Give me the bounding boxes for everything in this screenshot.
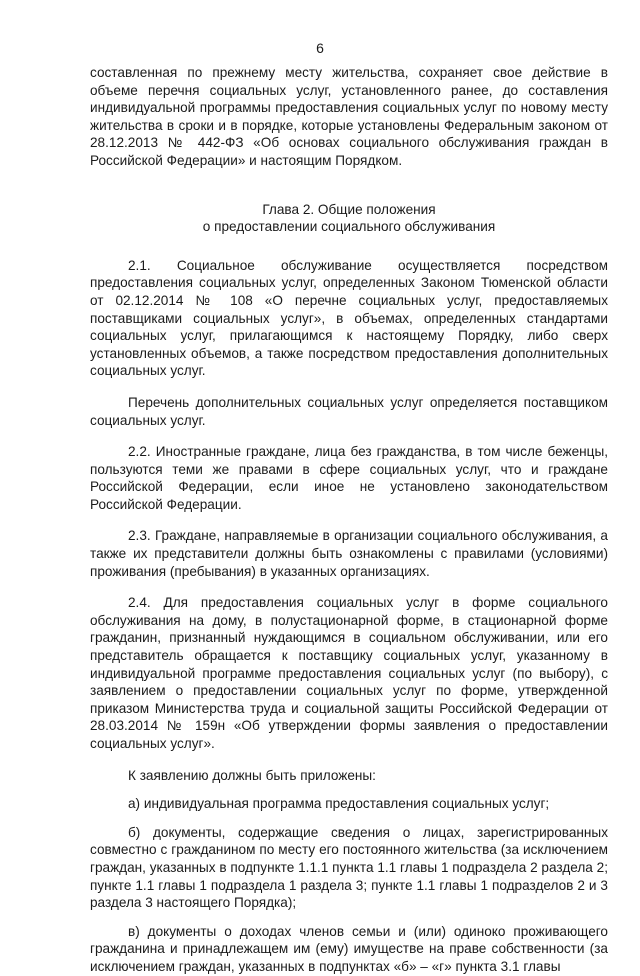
- document-body: [90, 64, 608, 976]
- page-number: 6: [316, 40, 324, 56]
- intro-paragraph: составленная по прежнему месту жительства, сохраняет свое действие в объеме перечня социальных услуг, установленного ранее, до составления индивидуальной программы предоставления социальных услуг по новому месту жительства в сроки и в порядке, которые установлены Федеральным законом от 28.12.2013 № 442-ФЗ «Об основах социального обслуживания граждан в Российской Федерации» и настоящим Порядком.: [90, 65, 608, 168]
- paragraph-2-1: 2.1. Социальное обслуживание осуществляется посредством предоставления социальных услуг, определенных Законом Тюменской области от 02.12.2014 № 108 «О перечне социальных услуг, предоставляемых поставщиками социальных услуг», в объемах, определенных стандартами социальных услуг, прилагающимся к настоящему Порядку, либо сверх установленных объемов, а также посредством предоставления дополнительных социальных услуг.: [90, 257, 608, 379]
- attachments-intro: К заявлению должны быть приложены:: [128, 767, 376, 783]
- paragraph-2-4: 2.4. Для предоставления социальных услуг в форме социального обслуживания на дому, в полустационарной форме, в стационарной форме гражданин, признанный нуждающимся в социальном обслуживании, или его представитель обращается к поставщику социальных услуг, указанному в индивидуальной программе предоставления социальных услуг (по выбору), с заявлением о предоставлении социальных услуг по форме, утвержденной приказом Министерства труда и социальной защиты Российской Федерации от 28.03.2014 № 159н «Об утверждении формы заявления о предоставлении социальных услуг».: [90, 595, 608, 751]
- chapter-title: Глава 2. Общие положения: [262, 201, 436, 217]
- chapter-heading: [90, 201, 608, 236]
- attachment-item-a: а) индивидуальная программа предоставления социальных услуг;: [128, 796, 550, 812]
- paragraph-2-1-continued: Перечень дополнительных социальных услуг определяется поставщиком социальных услуг.: [90, 394, 608, 428]
- attachment-item-c: в) документы о доходах членов семьи и (или) одиноко проживающего гражданина и принадлежащем им (ему) имуществе на праве собственности (за исключением граждан, указанных в подпунктах «б» – «г» пункта 3.1 главы: [90, 923, 608, 974]
- paragraph-2-2: 2.2. Иностранные граждане, лица без гражданства, в том числе беженцы, пользуются теми же правами в сфере социальных услуг, что и граждане Российской Федерации, если иное не установлено законодательством Российской Федерации.: [90, 444, 608, 512]
- paragraph-2-3: 2.3. Граждане, направляемые в организации социального обслуживания, а также их представители должны быть ознакомлены с правилами (условиями) проживания (пребывания) в указанных организациях.: [90, 528, 608, 579]
- chapter-subtitle: о предоставлении социального обслуживания: [202, 219, 496, 235]
- attachment-item-b: б) документы, содержащие сведения о лицах, зарегистрированных совместно с гражданином по месту его постоянного жительства (за исключением граждан, указанных в подпункте 1.1.1 пункта 1.1 главы 1 подраздела 2 раздела 2; пункте 1.1 главы 1 подраздела 1 раздела 3; пункте 1.1 главы 1 подразделов 2 и 3 раздела 3 настоящего Порядка);: [90, 824, 608, 911]
